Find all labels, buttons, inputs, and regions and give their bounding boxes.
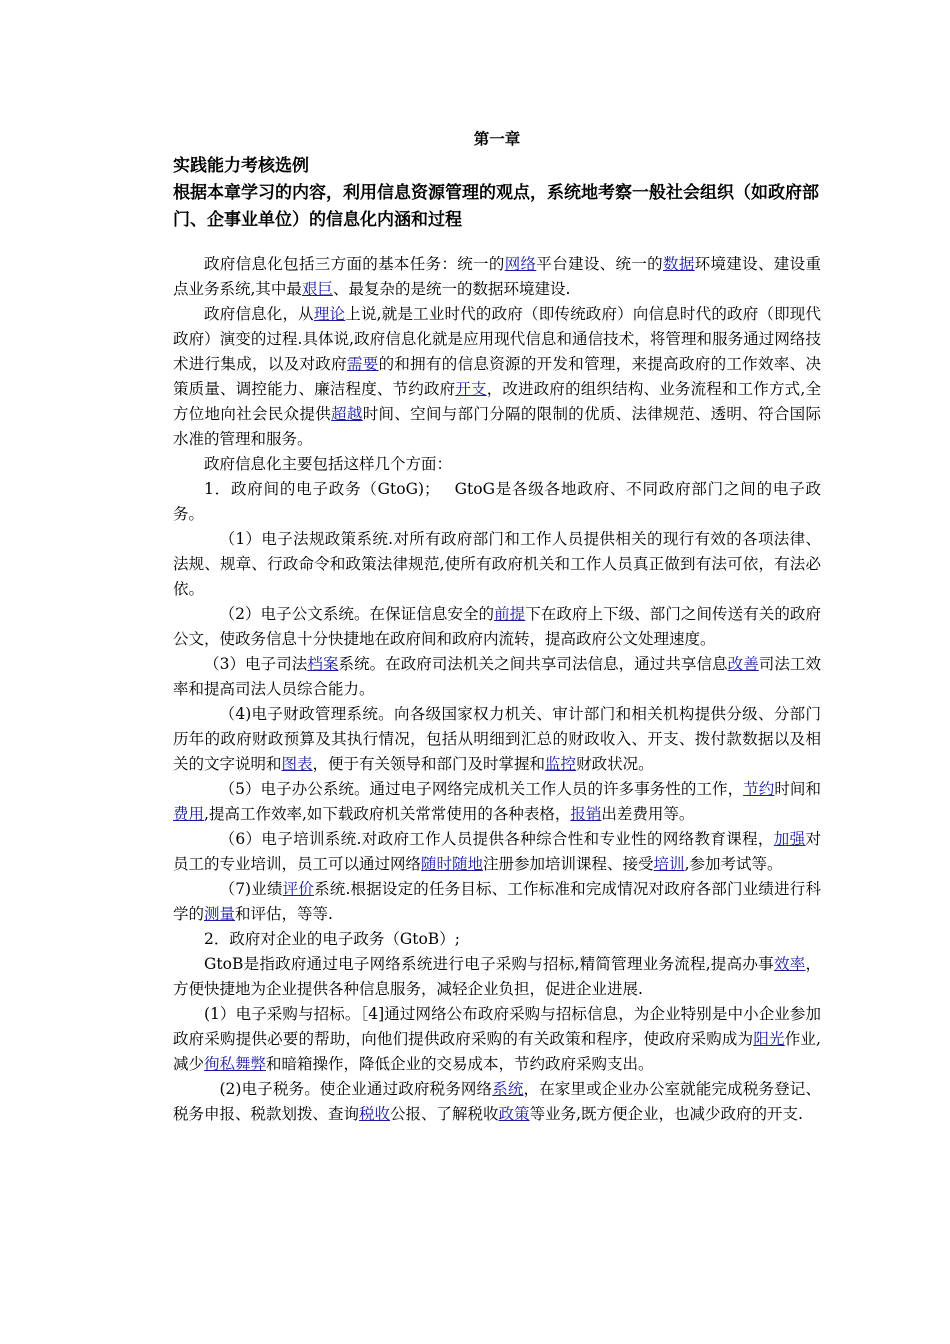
inline-link[interactable]: 改善 — [727, 655, 759, 673]
inline-link[interactable]: 图表 — [281, 755, 313, 773]
inline-link[interactable]: 数据 — [663, 255, 695, 273]
paragraph-text: 系统.根据设定的任务目标、工作标准和完成情况对政府各部门业绩进行科学的 — [173, 880, 821, 923]
paragraph-text: （2）电子公文系统。在保证信息安全的 — [219, 605, 495, 623]
paragraph-list — [173, 252, 821, 1127]
paragraph-text: （1）电子法规政策系统.对所有政府部门和工作人员提供相关的现行有效的各项法律、法规、规章、行政命令和政策法律规范,使所有政府机关和工作人员真正做到有法可依，有法必依。 — [173, 530, 821, 598]
paragraph-text: 1．政府间的电子政务（GtoG)； GtoG是各级各地政府、不同政府部门之间的电子政务。 — [173, 480, 821, 523]
paragraph — [173, 1077, 821, 1127]
paragraph — [173, 302, 821, 452]
document-body — [173, 126, 821, 1127]
paragraph-text: ,参加考试等。 — [684, 855, 783, 873]
paragraph-text: (2)电子税务。使企业通过政府税务网络 — [219, 1080, 493, 1098]
paragraph — [173, 702, 821, 777]
paragraph-text: 注册参加培训课程、接受 — [483, 855, 654, 873]
inline-link[interactable]: 测量 — [204, 905, 236, 923]
chapter-title: 第一章 — [473, 129, 521, 148]
paragraph — [173, 927, 821, 952]
inline-link[interactable]: 需要 — [346, 355, 379, 373]
paragraph — [173, 952, 821, 1002]
paragraph-text: 2．政府对企业的电子政务（GtoB）; — [204, 930, 460, 948]
paragraph-text: 下在政府上下级、部门之间传送有关的政府公文，使政务信息十分快捷地在政府间和政府内流转，提高政府公文处理速度。 — [173, 605, 821, 648]
paragraph — [173, 827, 821, 877]
paragraph-text: ,提高工作效率,如下载政府机关常常使用的各种表格， — [204, 805, 571, 823]
paragraph — [173, 252, 821, 302]
paragraph-text: 司法工效率和提高司法人员综合能力。 — [173, 655, 821, 698]
inline-link[interactable]: 阳光 — [753, 1030, 785, 1048]
paragraph-text: （6）电子培训系统.对政府工作人员提供各种综合性和专业性的网络教育课程， — [219, 830, 774, 848]
inline-link[interactable]: 政策 — [498, 1105, 530, 1123]
inline-link[interactable]: 报销 — [570, 805, 602, 823]
inline-link[interactable]: 评价 — [282, 880, 315, 898]
inline-link[interactable]: 徇私舞弊 — [204, 1055, 267, 1073]
paragraph — [173, 452, 821, 477]
inline-link[interactable]: 艰巨 — [301, 280, 333, 298]
inline-link[interactable]: 开支 — [455, 380, 487, 398]
paragraph-text: ，便于有关领导和部门及时掌握和 — [312, 755, 546, 773]
inline-link[interactable]: 加强 — [773, 830, 806, 848]
paragraph-text: 出差费用等。 — [601, 805, 695, 823]
inline-link[interactable]: 监控 — [545, 755, 577, 773]
inline-link[interactable]: 节约 — [743, 780, 775, 798]
paragraph-text: 和评估，等等. — [235, 905, 333, 923]
inline-link[interactable]: 网络 — [504, 255, 537, 273]
paragraph — [173, 527, 821, 602]
paragraph — [173, 877, 821, 927]
paragraph-text: 政府信息化包括三方面的基本任务：统一的 — [204, 255, 505, 273]
paragraph-text: 财政状况。 — [576, 755, 654, 773]
paragraph-text: GtoB是指政府通过电子网络系统进行电子采购与招标,精简管理业务流程,提高办事 — [204, 955, 774, 973]
paragraph — [173, 1002, 821, 1077]
paragraph-text: ，改进政府的组织结构、业务流程和工作方式,全方位地向社会民众提供 — [173, 380, 821, 423]
paragraph-text: （3）电子司法 — [204, 655, 308, 673]
paragraph-text: (1）电子采购与招标。［4]通过网络公布政府采购与招标信息，为企业特别是中小企业参加政府采购提供必要的帮助，向他们提供政府采购的有关政策和程序，使政府采购成为 — [173, 1005, 821, 1048]
inline-link[interactable]: 培训 — [653, 855, 685, 873]
paragraph-text: 作业,减少 — [173, 1030, 821, 1073]
paragraph-text: 系统。在政府司法机关之间共享司法信息，通过共享信息 — [338, 655, 728, 673]
paragraph — [173, 602, 821, 652]
inline-link[interactable]: 系统 — [492, 1080, 524, 1098]
paragraph-text: 的和拥有的信息资源的开发和管理，来提高政府的工作效率、决策质量、调控能力、廉洁程度、节约政府 — [173, 355, 821, 398]
paragraph-text: 、最复杂的是统一的数据环境建设. — [332, 280, 571, 298]
paragraph-text: （5）电子办公系统。通过电子网络完成机关工作人员的许多事务性的工作， — [219, 780, 744, 798]
paragraph-text: 和暗箱操作，降低企业的交易成本，节约政府采购支出。 — [266, 1055, 654, 1073]
inline-link[interactable]: 前提 — [494, 605, 526, 623]
paragraph-text: （4)电子财政管理系统。向各级国家权力机关、审计部门和相关机构提供分级、分部门历年的政府财政预算及其执行情况，包括从明细到汇总的财政收入、开支、拨付款数据以及相关的文字说明和 — [173, 705, 821, 773]
paragraph-text: 时间、空间与部门分隔的限制的优质、法律规范、透明、符合国际水准的管理和服务。 — [173, 405, 821, 448]
inline-link[interactable]: 税收 — [359, 1105, 391, 1123]
paragraph-text: 平台建设、统一的 — [536, 255, 663, 273]
inline-link[interactable]: 费用 — [173, 805, 205, 823]
paragraph — [173, 477, 821, 527]
paragraph-text: 公报、了解税收 — [390, 1105, 499, 1123]
section-heading: 根据本章学习的内容，利用信息资源管理的观点，系统地考察一般社会组织（如政府部门、企事业单位）的信息化内涵和过程 — [173, 183, 819, 230]
paragraph-text: 对员工的专业培训，员工可以通过网络 — [173, 830, 821, 873]
inline-link[interactable]: 理论 — [313, 305, 346, 323]
paragraph — [173, 652, 821, 702]
paragraph-text: （7)业绩 — [219, 880, 283, 898]
section-subtitle: 实践能力考核选例 — [173, 156, 309, 176]
paragraph-text: 环境建设、建设重点业务系统,其中最 — [173, 255, 821, 298]
paragraph-text: 政府信息化，从 — [204, 305, 314, 323]
paragraph-text: ，方便快捷地为企业提供各种信息服务，减轻企业负担，促进企业进展. — [173, 955, 821, 998]
paragraph-text: 政府信息化主要包括这样几个方面： — [204, 455, 453, 473]
paragraph-text: 上说,就是工业时代的政府（即传统政府）向信息时代的政府（即现代政府）演变的过程.具体说,政府信息化就是应用现代信息和通信技术，将管理和服务通过网络技术进行集成，以及对政府 — [173, 305, 821, 373]
inline-link[interactable]: 随时随地 — [421, 855, 484, 873]
inline-link[interactable]: 效率 — [773, 955, 806, 973]
paragraph — [173, 777, 821, 827]
paragraph-text: 等业务,既方便企业，也减少政府的开支. — [529, 1105, 803, 1123]
paragraph-text: ，在家里或企业办公室就能完成税务登记、税务申报、税款划拨、查询 — [173, 1080, 821, 1123]
inline-link[interactable]: 超越 — [331, 405, 363, 423]
paragraph-text: 时间和 — [774, 780, 821, 798]
inline-link[interactable]: 档案 — [307, 655, 339, 673]
